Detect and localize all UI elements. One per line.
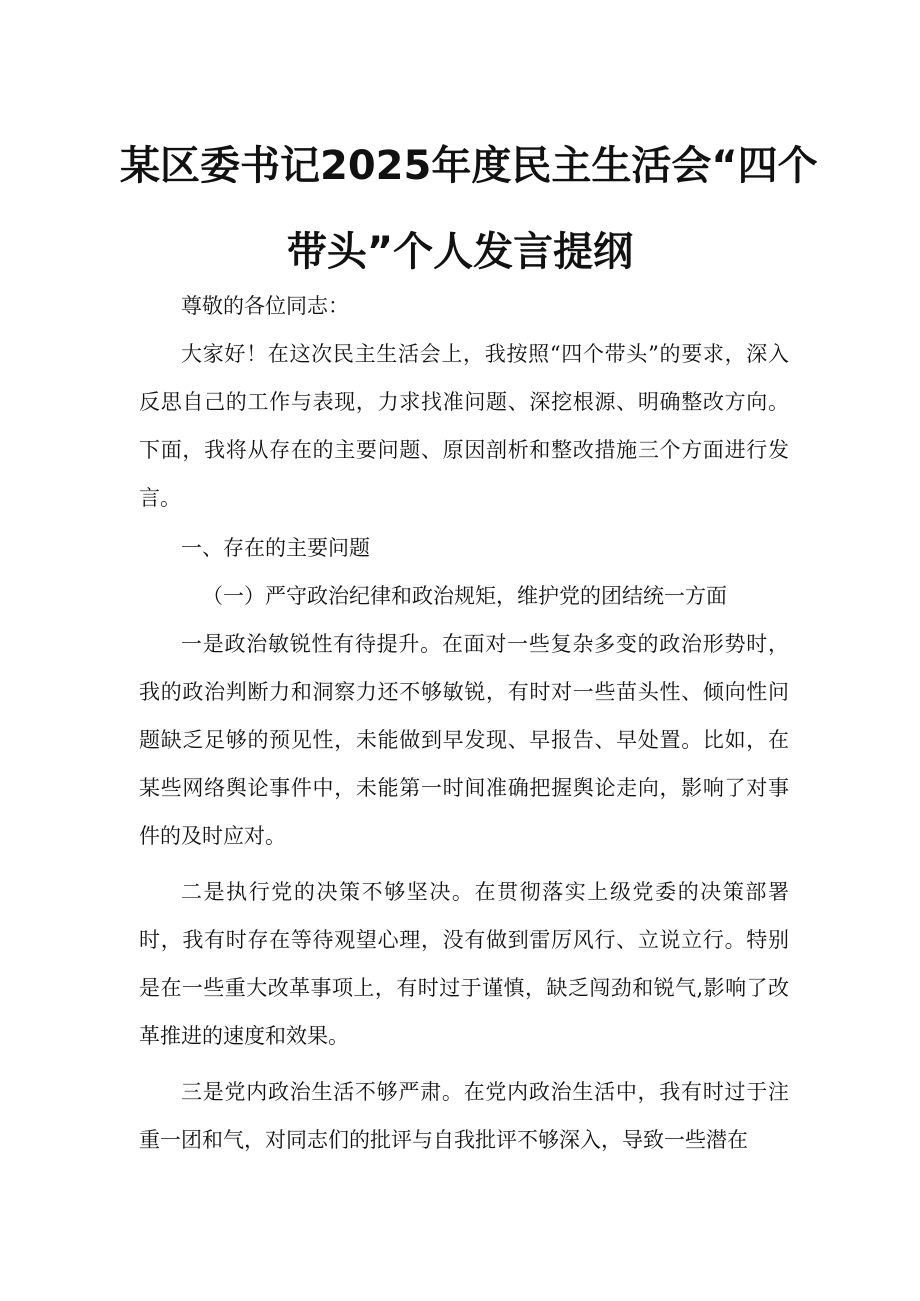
paragraph-gap (139, 860, 789, 868)
point-one-paragraph: 一是政治敏锐性有待提升。在面对一些复杂多变的政治形势时，我的政治判断力和洞察力还不够敏锐，有时对一些苗头性、倾向性问题缺乏足够的预见性，未能做到早发现、早报告、早处置。比如，在某些网络舆论事件中，未能第一时间准确把握舆论走向，影响了对事件的及时应对。 (139, 632, 789, 848)
intro-paragraph: 大家好！在这次民主生活会上，我按照“四个带头”的要求，深入反思自己的工作与表现，力求找准问题、深挖根源、明确整改方向。下面，我将从存在的主要问题、原因剖析和整改措施三个方面进行发言。 (139, 342, 789, 510)
subsection-heading-political-discipline: （一）严守政治纪律和政治规矩，维护党的团结统一方面 (202, 584, 727, 608)
paragraph-gap (139, 1060, 789, 1068)
document-title-line-2: 带头”个人发言提纲 (286, 229, 634, 275)
section-heading-problems: 一、存在的主要问题 (181, 536, 370, 560)
point-three-paragraph: 三是党内政治生活不够严肃。在党内政治生活中，我有时过于注重一团和气，对同志们的批评与自我批评不够深入，导致一些潜在 (139, 1080, 789, 1152)
salutation: 尊敬的各位同志： (181, 294, 349, 318)
document-title-line-1: 某区委书记2025年度民主生活会“四个 (120, 143, 818, 189)
document-body (139, 282, 789, 1164)
point-two-paragraph: 二是执行党的决策不够坚决。在贯彻落实上级党委的决策部署时，我有时存在等待观望心理，没有做到雷厉风行、立说立行。特别是在一些重大改革事项上，有时过于谨慎，缺乏闯劲和锐气,影响了改革推进的速度和效果。 (139, 880, 789, 1048)
